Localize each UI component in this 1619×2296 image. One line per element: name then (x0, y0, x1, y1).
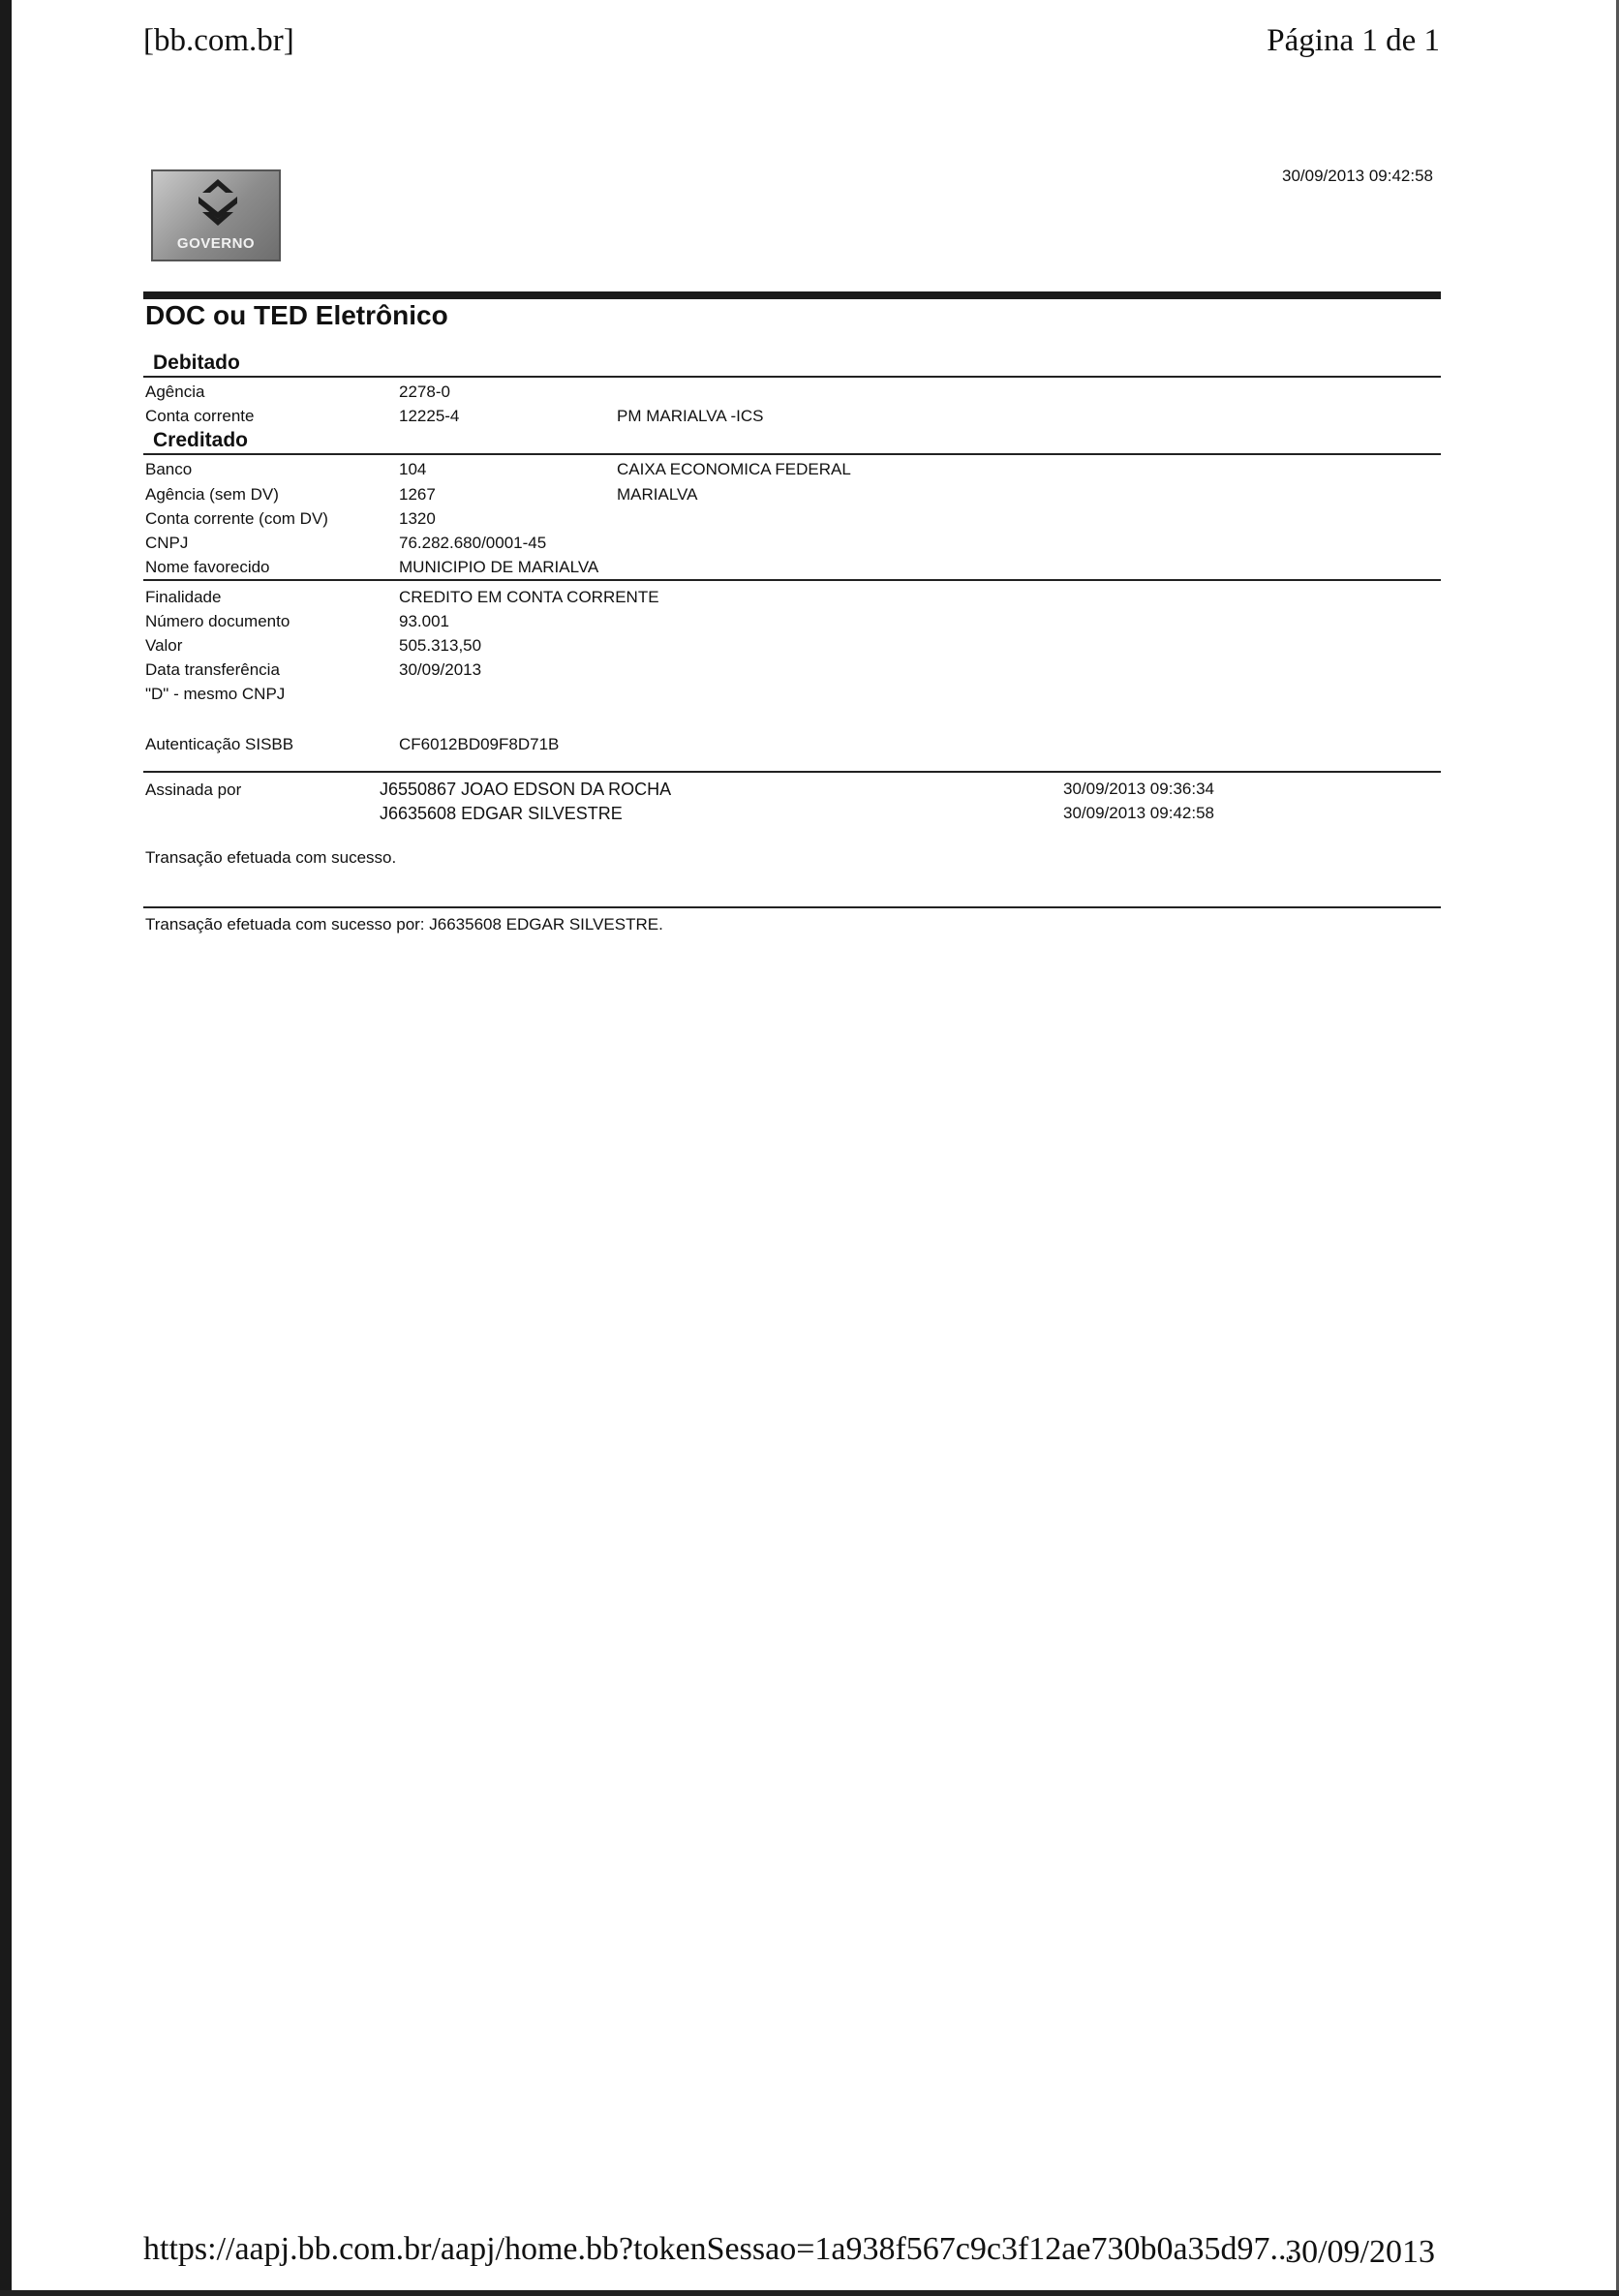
signer-2-datetime: 30/09/2013 09:42:58 (1063, 804, 1214, 822)
value-valor: 505.313,50 (399, 636, 482, 655)
document-timestamp: 30/09/2013 09:42:58 (1282, 167, 1433, 185)
value-finalidade: CREDITO EM CONTA CORRENTE (399, 588, 659, 606)
label-numero-documento: Número documento (145, 612, 290, 630)
signer-1-datetime: 30/09/2013 09:36:34 (1063, 780, 1214, 798)
value-banco-nome: CAIXA ECONOMICA FEDERAL (617, 460, 851, 478)
value-agencia-nome: MARIALVA (617, 485, 698, 504)
bank-logo (151, 169, 281, 261)
value-conta-corrente: 12225-4 (399, 407, 460, 425)
section-debitado-title: Debitado (153, 352, 240, 374)
label-finalidade: Finalidade (145, 588, 222, 606)
footer-url: https://aapj.bb.com.br/aapj/home.bb?tokenSessao=1a938f567c9c3f12ae730b0a35d97... (143, 2231, 1296, 2267)
section-creditado-title: Creditado (153, 429, 249, 451)
logo-label: GOVERNO (176, 235, 256, 252)
final-status-message: Transação efetuada com sucesso por: J6635608 EDGAR SILVESTRE. (145, 915, 663, 934)
divider (143, 376, 1441, 378)
label-assinada-por: Assinada por (145, 781, 242, 799)
label-autenticacao: Autenticação SISBB (145, 735, 294, 753)
label-conta-com-dv: Conta corrente (com DV) (145, 509, 328, 528)
value-agencia-sem-dv: 1267 (399, 485, 436, 504)
value-banco: 104 (399, 460, 427, 478)
page-title: DOC ou TED Eletrônico (145, 300, 448, 330)
label-banco: Banco (145, 460, 193, 478)
title-divider (143, 291, 1441, 299)
scan-edge-bottom (0, 2290, 1619, 2296)
label-data-transferencia: Data transferência (145, 660, 280, 679)
value-agencia: 2278-0 (399, 383, 450, 401)
label-agencia-sem-dv: Agência (sem DV) (145, 485, 279, 504)
value-autenticacao: CF6012BD09F8D71B (399, 735, 560, 753)
value-conta-titular: PM MARIALVA -ICS (617, 407, 764, 425)
divider (143, 771, 1441, 773)
signer-2: J6635608 EDGAR SILVESTRE (380, 804, 623, 823)
bb-logo-icon (189, 177, 247, 228)
label-agencia: Agência (145, 383, 205, 401)
scan-edge-left (0, 0, 12, 2296)
note-mesmo-cnpj: "D" - mesmo CNPJ (145, 685, 286, 703)
value-nome-favorecido: MUNICIPIO DE MARIALVA (399, 558, 599, 576)
label-valor: Valor (145, 636, 183, 655)
footer-date: 30/09/2013 (1285, 2234, 1435, 2270)
value-cnpj: 76.282.680/0001-45 (399, 534, 547, 552)
divider (143, 453, 1441, 455)
label-conta-corrente: Conta corrente (145, 407, 255, 425)
print-header-page: Página 1 de 1 (1267, 23, 1440, 58)
signer-1: J6550867 JOAO EDSON DA ROCHA (380, 780, 672, 799)
label-nome-favorecido: Nome favorecido (145, 558, 270, 576)
value-conta-com-dv: 1320 (399, 509, 436, 528)
value-numero-documento: 93.001 (399, 612, 449, 630)
status-message: Transação efetuada com sucesso. (145, 848, 397, 867)
divider (143, 906, 1441, 908)
divider (143, 579, 1441, 581)
label-cnpj: CNPJ (145, 534, 189, 552)
print-header-source: [bb.com.br] (143, 23, 294, 58)
value-data-transferencia: 30/09/2013 (399, 660, 482, 679)
